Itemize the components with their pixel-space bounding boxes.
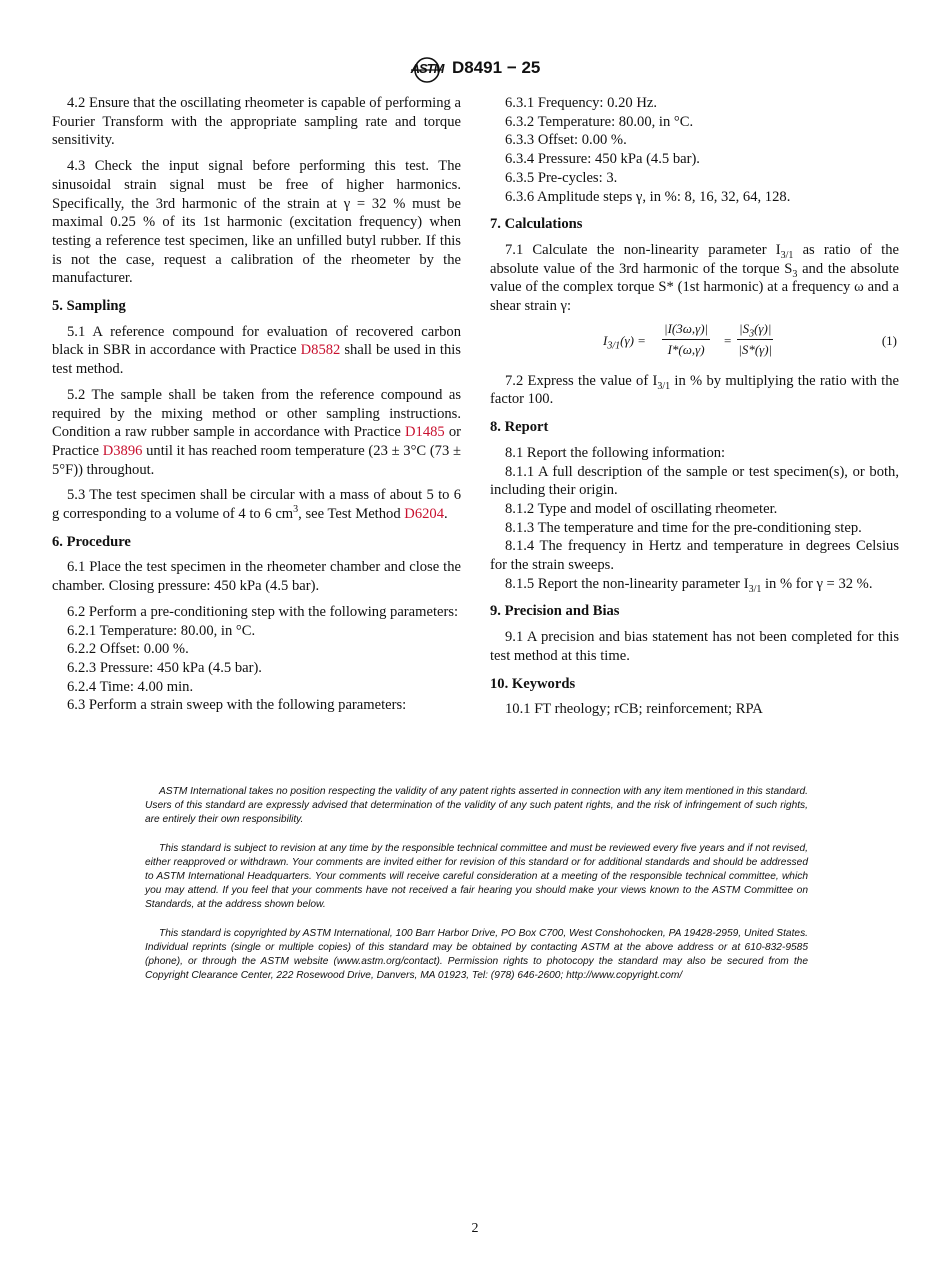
equation-number: (1) <box>881 332 897 348</box>
list-item: 6.3.3 Offset: 0.00 %. <box>505 132 627 149</box>
para-8-1-1: 8.1.1 A full description of the sample or test specimen(s), or both, including their origin. <box>490 463 899 499</box>
revision-notice: This standard is subject to revision at any time by the responsible technical committee and must be reviewed every five years and if not revised, either reapproved or withdrawn. Your comments are invited either for revision of this standard or for additional standards and should be addressed to ASTM International Headquarters. Your comments will receive careful consideration at a meeting of the responsible technical committee, which you may attend. If you feel that your comments have not received a fair hearing you should make your views known to the ASTM Committee on Standards, at the address shown below. <box>145 842 808 911</box>
section-5-heading: 5. Sampling <box>52 298 126 315</box>
text: 5.3 The test specimen shall be circular with a mass of about 5 to 6 g corresponding to a volume of 4 to 6 cm <box>52 487 461 523</box>
patent-notice: ASTM International takes no position respecting the validity of any patent rights asserted in connection with any item mentioned in this standard. Users of this standard are expressly advised that determination of the validity of any such patent rights, and the risk of infringement of such rights, are entirely their own responsibility. <box>145 786 808 826</box>
text: 7.1 Calculate the non-linearity parameter I <box>505 241 781 258</box>
numerator <box>737 320 773 341</box>
superscript: 3 <box>293 504 299 516</box>
para-10-1: 10.1 FT rheology; rCB; reinforcement; RPA <box>505 701 763 718</box>
text: and the absolute value of the complex torque S* (1st harmonic) at a frequency ω and a shear strain γ: <box>490 260 899 315</box>
subscript: 3 <box>749 328 755 340</box>
text: 5.1 A reference compound for evaluation of recovered carbon black in SBR in accordance with Practice <box>52 323 461 359</box>
text: (γ) = <box>620 332 646 348</box>
text: , see Test Method <box>298 506 405 523</box>
list-item: 6.3.6 Amplitude steps γ, in %: 8, 16, 32, 64, 128. <box>505 188 791 205</box>
numerator: |I(3ω,γ)| <box>662 320 710 341</box>
section-10-heading: 10. Keywords <box>490 675 576 692</box>
list-item: 6.2.3 Pressure: 450 kPa (4.5 bar). <box>67 659 262 676</box>
list-item: 6.2.2 Offset: 0.00 %. <box>67 641 189 658</box>
para-5-3 <box>52 486 461 523</box>
section-9-heading: 9. Precision and Bias <box>490 603 620 620</box>
para-8-1-4: 8.1.4 The frequency in Hertz and temperature in degrees Celsius for the strain sweeps. <box>490 538 899 574</box>
subscript: 3 <box>792 268 798 280</box>
text: |S <box>739 320 750 336</box>
para-8-1: 8.1 Report the following information: <box>505 444 726 461</box>
link-d3896[interactable]: D3896 <box>102 442 143 459</box>
text: as ratio of the absolute value of the 3rd harmonic of the torque S <box>490 241 899 277</box>
link-d6204[interactable]: D6204 <box>404 506 445 523</box>
para-5-1 <box>52 323 461 379</box>
para-6-2: 6.2 Perform a pre-conditioning step with the following parameters: <box>67 603 459 620</box>
para-8-1-5 <box>490 575 899 594</box>
text: in % by multiplying the ratio with the factor 100. <box>490 372 899 408</box>
para-9-1: 9.1 A precision and bias statement has not been completed for this test method at this time. <box>490 629 899 664</box>
list-item: 6.3.2 Temperature: 80.00, in °C. <box>505 113 694 130</box>
subscript: 3/1 <box>748 583 762 595</box>
equation-fraction-2 <box>737 320 773 360</box>
logo-lettering: ASTM <box>410 61 444 76</box>
equation-lhs <box>603 332 646 351</box>
text: 7.2 Express the value of I <box>505 372 658 389</box>
subscript: 3/1 <box>607 340 621 352</box>
para-7-2 <box>490 372 899 409</box>
list-item: 6.3.1 Frequency: 0.20 Hz. <box>505 95 657 111</box>
text: 8.1.5 Report the non-linearity parameter I <box>505 575 749 592</box>
link-d8582[interactable]: D8582 <box>300 342 341 359</box>
link-d1485[interactable]: D1485 <box>405 424 445 441</box>
left-column <box>52 94 461 715</box>
text: I <box>603 332 608 348</box>
subscript: 3/1 <box>780 249 794 261</box>
text: (γ)| <box>754 320 772 336</box>
list-item: 6.3.4 Pressure: 450 kPa (4.5 bar). <box>505 151 700 168</box>
para-8-1-3: 8.1.3 The temperature and time for the pre-conditioning step. <box>505 519 862 536</box>
section-8-heading: 8. Report <box>490 419 549 436</box>
para-5-2 <box>52 386 461 480</box>
page-number: 2 <box>471 1221 479 1236</box>
denominator: |S*(γ)| <box>738 342 773 358</box>
copyright-notice: This standard is copyrighted by ASTM International, 100 Barr Harbor Drive, PO Box C700, West Conshohocken, PA 19428-2959, United States. Individual reprints (single or multiple copies) of this standard may be obtained by contacting ASTM at the above address or at 610-832-9585 (phone), or through the ASTM website (www.astm.org/contact). Permission rights to photocopy the standard may also be secured from the Copyright Clearance Center, 222 Rosewood Drive, Danvers, MA 01923, Tel: (978) 646-2600; http://www.copyright.com/ <box>145 927 808 982</box>
equation-fraction-1 <box>662 320 710 360</box>
list-item: 6.2.1 Temperature: 80.00, in °C. <box>67 622 256 639</box>
text: shall be used in this test method. <box>52 342 461 378</box>
text: in % for γ = 32 %. <box>761 575 873 592</box>
right-column <box>490 94 899 726</box>
para-4-3: 4.3 Check the input signal before performing this test. The sinusoidal strain signal must be free of higher harmonics. Specifically, the 3rd harmonic of the strain at γ = 32 % must be maximal 0.25 % of its 1st harmonic (excitation frequency) when testing a reference test specimen, like an unfilled butyl rubber. If this is not the case, request a calibration of the rheometer by the manufacturer. <box>52 158 461 287</box>
list-item: 6.2.4 Time: 4.00 min. <box>67 678 194 695</box>
list-item: 6.3.5 Pre-cycles: 3. <box>505 169 618 186</box>
para-6-1: 6.1 Place the test specimen in the rheometer chamber and close the chamber. Closing pressure: 450 kPa (4.5 bar). <box>52 559 461 595</box>
subscript: 3/1 <box>657 380 671 392</box>
equals-sign: = <box>724 332 732 348</box>
para-4-2: 4.2 Ensure that the oscillating rheometer is capable of performing a Fourier Transform with the appropriate sampling rate and torque sensitivity. <box>52 95 461 149</box>
equation-1 <box>490 320 899 364</box>
para-6-3: 6.3 Perform a strain sweep with the following parameters: <box>67 697 407 714</box>
denominator: I*(ω,γ) <box>667 342 705 358</box>
text: until it has reached room temperature (23 ± 3°C (73 ± 5°F)) throughout. <box>52 442 461 478</box>
standard-designation: D8491 − 25 <box>452 58 541 77</box>
para-8-1-2: 8.1.2 Type and model of oscillating rheometer. <box>505 500 778 517</box>
text: 5.2 The sample shall be taken from the reference compound as required by the mixing method or other sampling instructions. Condition a raw rubber sample in accordance with Practice <box>52 386 461 441</box>
text: . <box>444 506 448 523</box>
astm-logo <box>408 57 446 83</box>
section-7-heading: 7. Calculations <box>490 216 583 233</box>
section-6-heading: 6. Procedure <box>52 533 131 550</box>
para-7-1 <box>490 241 899 316</box>
legal-footer <box>145 785 808 997</box>
text: or Practice <box>52 424 461 459</box>
page-header <box>0 57 950 83</box>
